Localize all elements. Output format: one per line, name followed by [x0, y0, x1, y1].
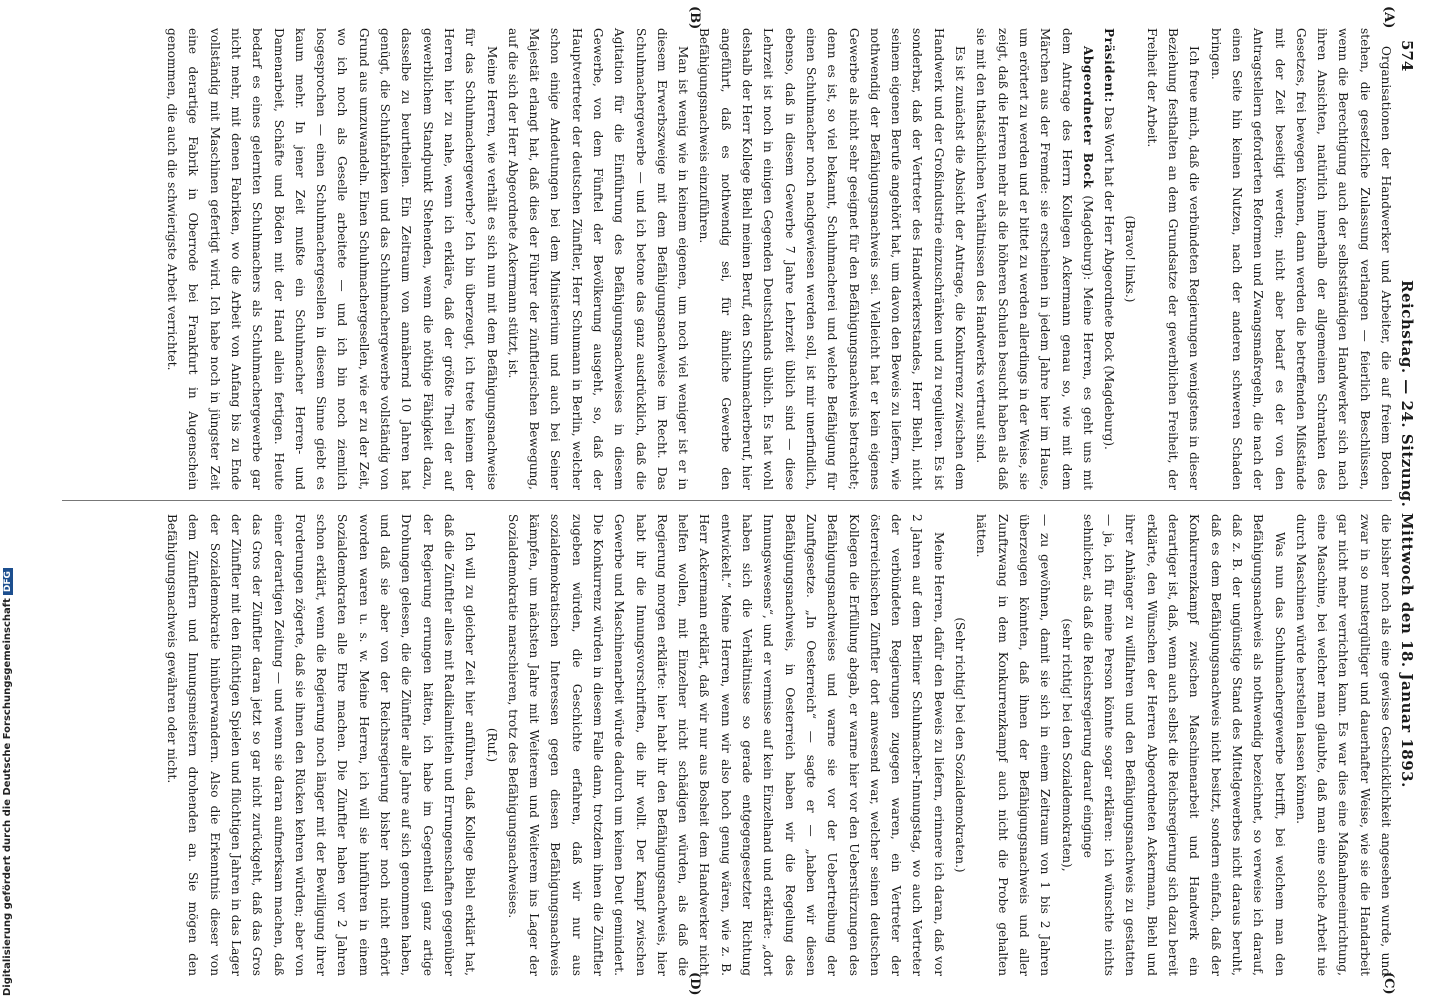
paragraph-text: Was nun das Schuhmachergewerbe betrifft, bei welchem man den Befähigungsnachweis als nothwendig bezeichnet, so verweise ich darauf, daß z. B. der ungünstige Stand des Mittelgewerbes nicht daraus beruht, daß es dem Befähigungsnachweis nicht besitzt, sondern einfach, daß der Konkurrenzkampf zwischen Maschinenarbeit und Handwerk ein derartiger ist, daß, wenn auch selbst die Reichsregierung sich dazu bereit erklärte, den Wünschen der Herren Abgeordneten Ackermann, Biehl und ihrer Anhänger zu willfahren und den Befähigungsnachweis zu gestatten — ja, ich für meine Person könnte sogar erklären: ich wünschte nichts sehnlicher, als daß die Reichsregierung darauf einginge — [1080, 514, 1287, 976]
header-title: Reichstag. — 24. Sitzung. Mittwoch den 18. Januar 1893. — [1398, 280, 1416, 788]
paragraph-text: Ich will zu gleicher Zeit hier anführen, daß Kollege Biehl erklärt hat, daß die Zünftler alles mit Radikalmitteln und Errungenschaften gegenüber der Regierung errungen hätten, ich habe im Gegentheil ganz artige Drohungen gelesen, die die Zünftler alle Jahre auf sich genommen haben, und daß sie aber von der Reichsregierung bisher noch nicht erhört worden waren u. s. w. Meine Herren, ich will sie hinführen in einem Sozialdemokraten alle Ehre machen. Die Zünftler haben vor 2 Jahren schon erklärt, wenn die Regierung noch länger mit der Bewilligung ihrer Forderungen zögerte, daß sie ihnen den Rücken kehren würden; aber von einer derartigen Zeitung — und wenn sie daran aufmerksam machen, daß das Gros der Zünftler daran jetzt so gar nicht zurückgeht, daß das Gros der Zünftler mit den flüchtigen Spielen und flüchtigen Jahren in das Lager der Sozialdemokratie hinüberwandern. Also die Erkenntnis dieser von dem Zünftlern und Innungsmeistern drohenden an. Sie mögen den Befähigungsnachweis gewähren oder nicht. — [165, 514, 478, 976]
paragraph-text: — zu gewöhnen, damit sie sich in einem Zeitraum von 1 bis 2 Jahren überzeugen könnten, daß ihnen der Befähigungsnachweis und aller Zunftzwang in dem Konkurrenzkampf auch nicht die Probe gehalten hätten. — [974, 514, 1053, 976]
paragraph-text: Man ist wenig wie in keinem eigenen, um noch viel weniger ist er in diesem Erwerbszweige mit dem Befähigungsnachweise im Recht. Das Schuhmachergewerbe — und ich betone das ganz ausdrücklich, daß die Agitation für die Einführung des Befähigungsnachweises in diesem Gewerbe, von dem Fünftel der Bevölkerung ausgeht, so, daß der Hauptvertreter der deutschen Zünftler, Herr Schumann in Berlin, welcher schon einige Andeutungen bei dem Ministerium und auch bei Seiner Majestät erlangt hat, daß dies der Führer der zünftlerischen Bewegung, auf die sich der Herr Abgeordnete Ackermann stützt, ist. — [505, 28, 691, 490]
margin-marker-a: (A) — [1381, 6, 1396, 29]
paragraph — [693, 28, 970, 490]
right-column — [161, 514, 1396, 976]
paragraph-text: Organisationen der Handwerker und Arbeiter, die auf freiem Boden stehen, die gesetzliche Zulassung verlangen — feierlich Beschlüssen, wenn die Berechtigung auch der selbstständigen Handwerker sich nach ihren Ansichten, natürlich innerhalb der allgemeinen Schranken des Gesetzes, frei bewegen können, dann werden die betreffenden Mißstände mit der Zeit beseitigt werden; nicht aber bedarf es der von den Antragstellern geforderten Reformen und Zwangsmaßregeln, die nach der einen Seite hin keinen Nutzen, nach der anderen schweren Schaden bringen. — [1208, 28, 1393, 490]
paragraph — [949, 514, 970, 976]
paragraph — [1098, 28, 1119, 490]
paragraph-text: (Magdeburg): Meine Herren, es geht uns mit dem Antrage des Herrn Kollegen Ackermann genau so, wie mit dem Märchen aus der Fremde: sie erscheinen in jedem Jahre hier im Hause, um erörtert zu werden und er bittet zu werden allerdings in der Weise, sie zeigt, daß die Herren mehr als die höheren Schulen besucht haben als daß sie mit den thatsächlichen Verhältnissen des Handwerks vertraut sind. — [974, 28, 1095, 490]
margin-marker-c: (C) — [1381, 972, 1396, 995]
paragraph-text: die bisher noch als eine gewisse Geschicklichkeit angesehen wurde, und zwar in so mustergültiger und dauerhafter Weise, wie sie die Handarbeit gar nicht mehr verrichten kann. Es war dies eine Maßnahmeeinrichtung, eine Maschine, bei welcher man glaubte, daß man eine solche Arbeit nie durch Maschinen würde herstellen lassen können. — [1293, 514, 1393, 976]
paragraph-text: Meine Herren, wie verhält es sich nun mit dem Befähigungsnachweise für das Schuhmachergewerbe? Ich bin überzeugt, ich trete keinem der Herren hier zu nahe, wenn ich erkläre, daß der größte Theil der auf gewerblichem Standpunkt Stehenden, wenn die nöthige Fähigkeit dazu, dasselbe zu beurtheilen. Ein Zeitraum von annähernd 10 Jahren hat genügt, die Schuhfabriken und das Schuhmachergewerbe vollständig von Grund aus umzuwandeln. Einen Schuhmachergesellen, wie er zu der Zeit, wo ich noch als Geselle arbeitete — und ich bin noch ziemlich losgesprochen — einen Schuhmachergesellen in diesem Sinne giebt es kaum mehr. In jener Zeit mußte ein Schuhmacher Herren- und Damenarbeit, Schäfte und Böden mit der Hand allein fertigen. Heute bedarf es eines gelernten Schuhmachers als Schuhmachergewerbe gar nicht mehr, mit denen Fabriken, wo die Arbeit von Anfang bis zu Ende vollständig mit Maschinen gefertigt wird. Ich habe noch in jüngster Zeit eine derartige Fabrik in Oberrode bei Frankfurt in Augenschein genommen, die auch die schwierigste Arbeit verrichtet. — [165, 28, 499, 490]
paragraph — [502, 514, 949, 976]
paragraph — [970, 28, 1098, 490]
paragraph — [1290, 514, 1396, 976]
paragraph-text: Ich freue mich, daß die verbündeten Regierungen wenigstens in dieser Beziehung festhalten an dem Grundsatze der gewerblichen Freiheit, der Freiheit der Arbeit. — [1144, 28, 1202, 490]
speaker-name: Abgeordneter Bock — [1080, 46, 1095, 189]
paragraph-text: (Sehr richtig! bei den Sozialdemokraten.) — [953, 617, 968, 873]
paragraph — [502, 28, 694, 490]
left-column — [161, 28, 1396, 490]
margin-marker-d: (D) — [687, 972, 702, 996]
paragraph — [1140, 28, 1204, 490]
paragraph — [1204, 28, 1396, 490]
paragraph — [161, 28, 502, 490]
paragraph-text: (Bravo! links.) — [1123, 215, 1138, 303]
margin-marker-b: (B) — [687, 6, 702, 30]
paragraph-text: Es ist zunächst die Absicht der Antrage, die Konkurrenz zwischen dem Handwerk und der Großindustrie einzuschränken und zu regulieren. Es ist sonderbar, daß der Vertreter des Handwerkerstandes, Herr Biehl, nicht seinem eigenen Berufe angehört hat, um davon den Beweis zu liefern, wie nothwendig der Befähigungsnachweis sei. Vielleicht hat er kein eigenes Gewerbe als nicht sehr geeignet für den Befähigungsnachweis betrachtet; denn es ist, so viel bekannt, Schuhmacherei und welche Befähigung für einen Schuhmacher noch nachgewiesen werden soll, ist mir unerfindlich, ebenso, daß in diesem Gewerbe 7 Jahre Lehrzeit üblich sind — diese Lehrzeit ist noch in einigen Gegenden Deutschlands üblich. Es hat wohl deshalb der Herr Kollege Biehl meinen Beruf, den Schuhmacherberuf, hier angeführt, daß es nothwendig sei, für ähnliche Gewerbe den Befähigungsnachweis einzuführen. — [697, 28, 968, 490]
paragraph-text: Meine Herren, dafür den Beweis zu liefern, erinnere ich daran, daß vor 2 Jahren auf dem Berliner Schuhmacher-Innungstag, wo auch Vertreter der verbündeten Regierungen zugegen waren, ein Vertreter der österreichischen Zünftler dort anwesend war, welcher seinen deutschen Kollegen die Erfüllung abgab, er warne hier vor den Ueberstürzungen des Befähigungsnachweises und warne sie vor der Uebertreibung der Zunftgesetze. „In Oesterreich“ — sagte er — „haben wir diesen Befähigungsnachweis, in Oesterreich haben wir die Regelung des Innungswesens“, und er vermisse auf kein Einzelhand und erklärte: „dort haben sich die Verhältnisse so gerade entgegengesetzter Richtung entwickelt.“ Meine Herren, wenn wir also hoch genug wären, wie z. B. Herr Ackermann erklärt, daß wir nur aus Bosheit dem Handwerker nicht helfen wollen, mit Einzelner nicht schädigen würden, als daß die Regierung morgen erklärte: hier habt ihr den Befähigungsnachweis, hier habt ihr die Innungsvorschriften, die ihr wollt. Der Kampf zwischen Gewerbe und Maschinenarbeit würde dadurch um keinen Deut gemindert. Die Konkurrenz würden in diesem Falle dann, trotzdem ihnen die Zünftler zugeben würden, die Geschichte erfahren, daß wir nur aus sozialdemokratischen Interessen gegen diesen Befähigungsnachweis kämpfen, um nächsten Jahre mit Weiterem und Weiterem ins Lager der Sozialdemokratie marschieren, trotz des Befähigungsnachweises. — [505, 514, 946, 976]
paragraph-text: (Ruf.) — [484, 727, 499, 763]
paragraph — [970, 514, 1055, 976]
footer-text: Digitalisierung gefördert durch die Deutsche Forschungsgemeinschaft — [2, 598, 13, 996]
paragraph — [161, 514, 480, 976]
page-header — [1392, 0, 1422, 1000]
paragraph — [1119, 28, 1140, 490]
digitization-footer — [2, 568, 13, 996]
dfg-logo: DFG — [3, 568, 13, 595]
speaker-name: Präsident: — [1102, 28, 1117, 103]
paragraph — [1055, 514, 1076, 976]
page-number: 574 — [1398, 40, 1416, 72]
paragraph-text: Das Wort hat der Herr Abgeordnete Bock (Magdeburg). — [1102, 106, 1117, 450]
paragraph — [1077, 514, 1290, 976]
paragraph-text: (sehr richtig! bei den Sozialdemokraten), — [1059, 618, 1074, 872]
paragraph — [480, 514, 501, 976]
column-divider — [62, 500, 1392, 501]
